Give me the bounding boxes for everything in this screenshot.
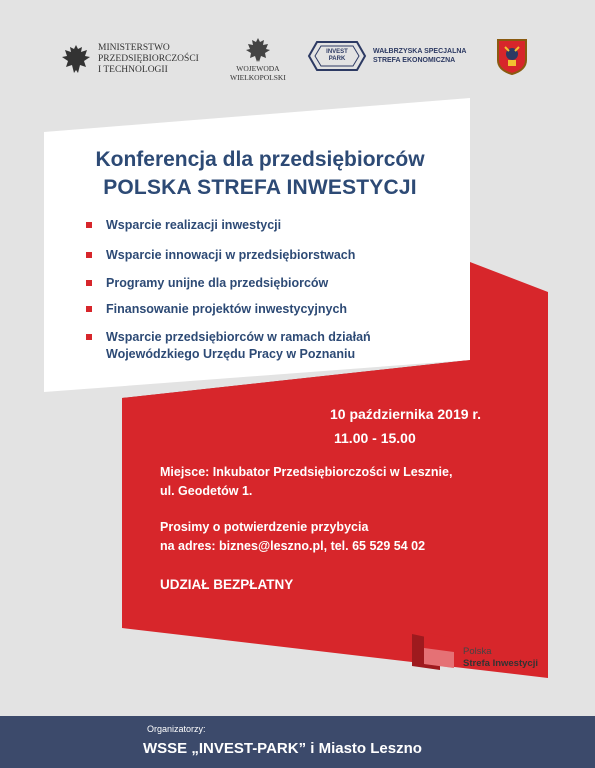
rsvp-request: Prosimy o potwierdzenie przybycia xyxy=(160,520,369,534)
brand-line-2: Strefa Inwestycji xyxy=(463,658,538,669)
event-date: 10 października 2019 r. xyxy=(330,406,481,422)
bullet-square-icon xyxy=(86,280,92,286)
organizers-label: Organizatorzy: xyxy=(147,724,206,734)
event-place: Miejsce: Inkubator Przedsiębiorczości w Lesznie, xyxy=(160,465,453,479)
list-item: Wsparcie innowacji w przedsiębiorstwach xyxy=(86,247,426,264)
polska-strefa-logo-icon xyxy=(410,630,458,674)
event-time: 11.00 - 15.00 xyxy=(334,430,416,446)
organizers-name: WSSE „INVEST-PARK” i Miasto Leszno xyxy=(143,740,422,757)
bullet-square-icon xyxy=(86,222,92,228)
event-address: ul. Geodetów 1. xyxy=(160,484,253,498)
footer xyxy=(0,716,595,768)
rsvp-contact: na adres: biznes@leszno.pl, tel. 65 529 54 02 xyxy=(160,539,426,553)
list-item: Wsparcie przedsiębiorców w ramach działań Wojewódzkiego Urzędu Pracy w Poznaniu xyxy=(86,329,446,363)
free-admission: UDZIAŁ BEZPŁATNY xyxy=(160,577,294,592)
wojewoda-name: WOJEWODA WIELKOPOLSKI xyxy=(230,64,286,82)
invest-park-badge: INVEST PARK xyxy=(326,49,348,62)
list-item: Wsparcie realizacji inwestycji xyxy=(86,217,426,234)
conference-title: Konferencja dla przedsiębiorców xyxy=(95,148,425,171)
list-item: Programy unijne dla przedsiębiorców xyxy=(86,275,426,292)
ministry-name: MINISTERSTWO PRZEDSIĘBIORCZOŚCI I TECHNOLOGII xyxy=(98,42,199,75)
wsse-name: WAŁBRZYSKA SPECJALNA STREFA EKONOMICZNA xyxy=(373,48,467,64)
bullet-square-icon xyxy=(86,252,92,258)
list-item: Finansowanie projektów inwestycyjnych xyxy=(86,301,426,318)
bullet-square-icon xyxy=(86,306,92,312)
polska-strefa-brand xyxy=(463,646,538,670)
conference-subtitle: POLSKA STREFA INWESTYCJI xyxy=(103,176,417,199)
brand-line-1: Polska xyxy=(463,646,492,657)
bullet-square-icon xyxy=(86,334,92,340)
